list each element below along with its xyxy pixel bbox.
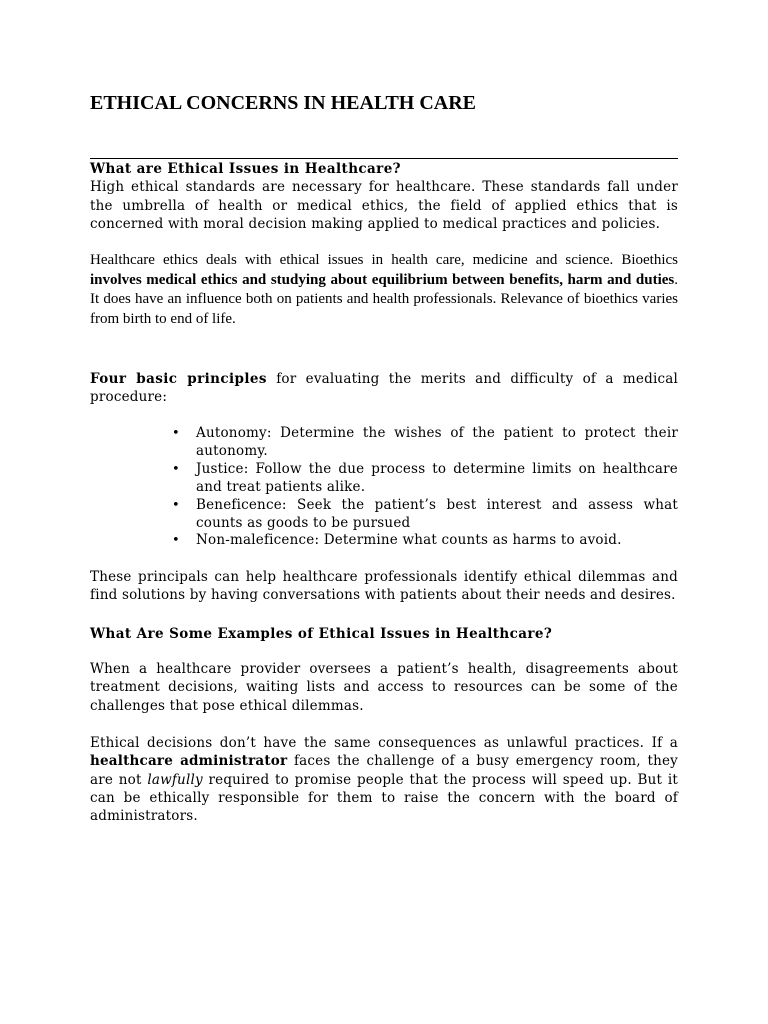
bullet-icon: • — [172, 533, 180, 549]
bioethics-text-end: . It does have an influence both on patients and health professionals. Relevance of bioethics varies from birth to end of life. — [90, 271, 678, 327]
list-item-justice — [172, 461, 678, 497]
section-heading-ethical-issues: What are Ethical Issues in Healthcare? — [90, 161, 401, 177]
list-item-non-maleficence — [172, 532, 678, 550]
paragraph-provider-oversees — [90, 660, 678, 715]
list-item-beneficence — [172, 497, 678, 533]
principles-summary-text: These principals can help healthcare professionals identify ethical dilemmas and find solutions by having conversations with patients about their needs and desires. — [90, 569, 678, 604]
principles-summary — [90, 568, 678, 605]
paragraph-provider-text: When a healthcare provider oversees a patient’s health, disagreements about treatment decisions, waiting lists and access to resources can be some of the challenges that pose ethical dilemmas. — [90, 661, 678, 714]
paragraph-ethical-decisions — [90, 734, 678, 825]
healthcare-administrator-bold: healthcare administrator — [90, 753, 288, 770]
title-divider — [90, 158, 678, 159]
paragraph-bioethics — [90, 251, 678, 329]
principles-intro — [90, 370, 678, 407]
list-item-text: Beneficence: Seek the patient’s best interest and assess what counts as goods to be pursued — [196, 496, 678, 531]
bioethics-bold-text: involves medical ethics and studying about equilibrium between benefits, harm and duties — [90, 271, 675, 288]
ethical-decisions-text-1: Ethical decisions don’t have the same consequences as unlawful practices. If a — [90, 735, 678, 751]
document-title: ETHICAL CONCERNS IN HEALTH CARE — [90, 92, 477, 114]
section-ethical-issues — [90, 160, 678, 233]
ethical-decisions-text-2: faces the challenge of a busy emergency room, they are not — [90, 753, 678, 788]
principles-intro-rest: for evaluating the merits and difficulty of a medical procedure: — [90, 371, 678, 406]
principles-intro-bold: Four basic principles — [90, 371, 267, 387]
lawfully-italic: lawfully — [147, 771, 203, 788]
bullet-icon: • — [172, 497, 180, 513]
list-item-text: Autonomy: Determine the wishes of the patient to protect their autonomy. — [196, 425, 678, 459]
list-item-autonomy — [172, 425, 678, 461]
list-item-text: Non-maleficence: Determine what counts as harms to avoid. — [196, 532, 622, 549]
bullet-icon: • — [172, 426, 180, 441]
bullet-icon: • — [172, 461, 180, 477]
paragraph-ethical-standards: High ethical standards are necessary for healthcare. These standards fall under the umbrella of health or medical ethics, the field of applied ethics that is concerned with moral decision making applied to medical practices and policies. — [90, 179, 678, 232]
ethical-decisions-text-3: required to promise people that the process will speed up. But it can be ethically responsible for them to raise the concern with the board of administrators. — [90, 771, 679, 825]
principles-list — [172, 425, 678, 550]
list-item-text: Justice: Follow the due process to determine limits on healthcare and treat patients alike. — [196, 460, 678, 495]
section-heading-examples: What Are Some Examples of Ethical Issues in Healthcare? — [90, 626, 553, 642]
bioethics-text-start: Healthcare ethics deals with ethical issues in health care, medicine and science. Bioethics — [90, 252, 678, 268]
section-examples — [90, 625, 678, 643]
